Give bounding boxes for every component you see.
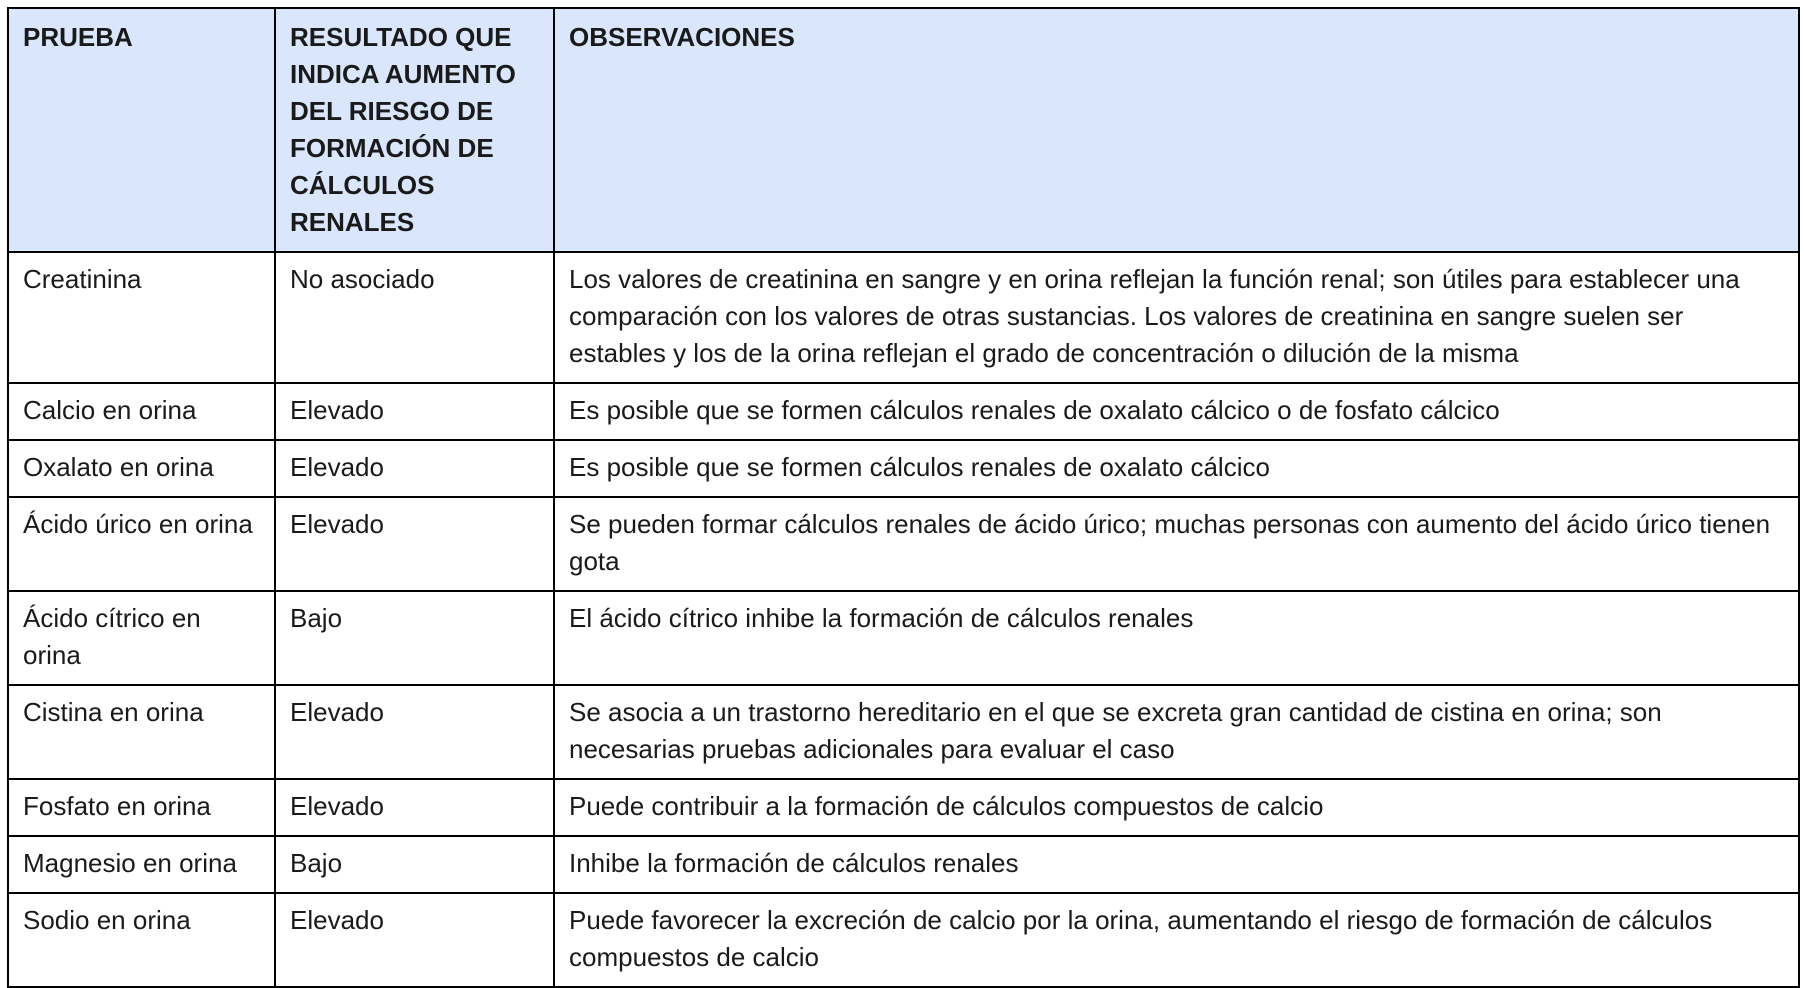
cell-resultado: Elevado [275, 440, 554, 497]
cell-prueba: Ácido úrico en orina [8, 497, 275, 591]
cell-observaciones: Los valores de creatinina en sangre y en orina reflejan la función renal; son útiles para establecer una comparación con los valores de otras sustancias. Los valores de creatinina en sangre suelen ser estables y los de la orina reflejan el grado de concentración o dilución de la misma [554, 252, 1799, 383]
table-row [8, 779, 1799, 836]
cell-observaciones: Es posible que se formen cálculos renales de oxalato cálcico [554, 440, 1799, 497]
table-body [8, 252, 1799, 987]
cell-resultado: No asociado [275, 252, 554, 383]
table-row [8, 497, 1799, 591]
cell-prueba: Magnesio en orina [8, 836, 275, 893]
cell-prueba: Calcio en orina [8, 383, 275, 440]
cell-prueba: Oxalato en orina [8, 440, 275, 497]
cell-prueba: Cistina en orina [8, 685, 275, 779]
table-row [8, 836, 1799, 893]
table-row [8, 591, 1799, 685]
table-row [8, 685, 1799, 779]
cell-observaciones: Es posible que se formen cálculos renales de oxalato cálcico o de fosfato cálcico [554, 383, 1799, 440]
table-header [8, 8, 1799, 252]
cell-prueba: Sodio en orina [8, 893, 275, 987]
table-row [8, 383, 1799, 440]
cell-observaciones: Inhibe la formación de cálculos renales [554, 836, 1799, 893]
cell-observaciones: El ácido cítrico inhibe la formación de cálculos renales [554, 591, 1799, 685]
cell-observaciones: Se pueden formar cálculos renales de ácido úrico; muchas personas con aumento del ácido úrico tienen gota [554, 497, 1799, 591]
header-row [8, 8, 1799, 252]
cell-resultado: Elevado [275, 497, 554, 591]
cell-resultado: Elevado [275, 893, 554, 987]
cell-resultado: Bajo [275, 836, 554, 893]
cell-observaciones: Puede favorecer la excreción de calcio por la orina, aumentando el riesgo de formación de cálculos compuestos de calcio [554, 893, 1799, 987]
header-resultado: RESULTADO QUE INDICA AUMENTO DEL RIESGO DE FORMACIÓN DE CÁLCULOS RENALES [275, 8, 554, 252]
header-observaciones: OBSERVACIONES [554, 8, 1799, 252]
cell-resultado: Elevado [275, 779, 554, 836]
cell-observaciones: Puede contribuir a la formación de cálculos compuestos de calcio [554, 779, 1799, 836]
cell-observaciones: Se asocia a un trastorno hereditario en el que se excreta gran cantidad de cistina en orina; son necesarias pruebas adicionales para evaluar el caso [554, 685, 1799, 779]
cell-prueba: Fosfato en orina [8, 779, 275, 836]
cell-prueba: Ácido cítrico en orina [8, 591, 275, 685]
cell-resultado: Bajo [275, 591, 554, 685]
cell-resultado: Elevado [275, 685, 554, 779]
table-row [8, 440, 1799, 497]
kidney-stone-tests-table [7, 7, 1800, 988]
header-prueba: PRUEBA [8, 8, 275, 252]
table-row [8, 252, 1799, 383]
cell-resultado: Elevado [275, 383, 554, 440]
cell-prueba: Creatinina [8, 252, 275, 383]
table-row [8, 893, 1799, 987]
